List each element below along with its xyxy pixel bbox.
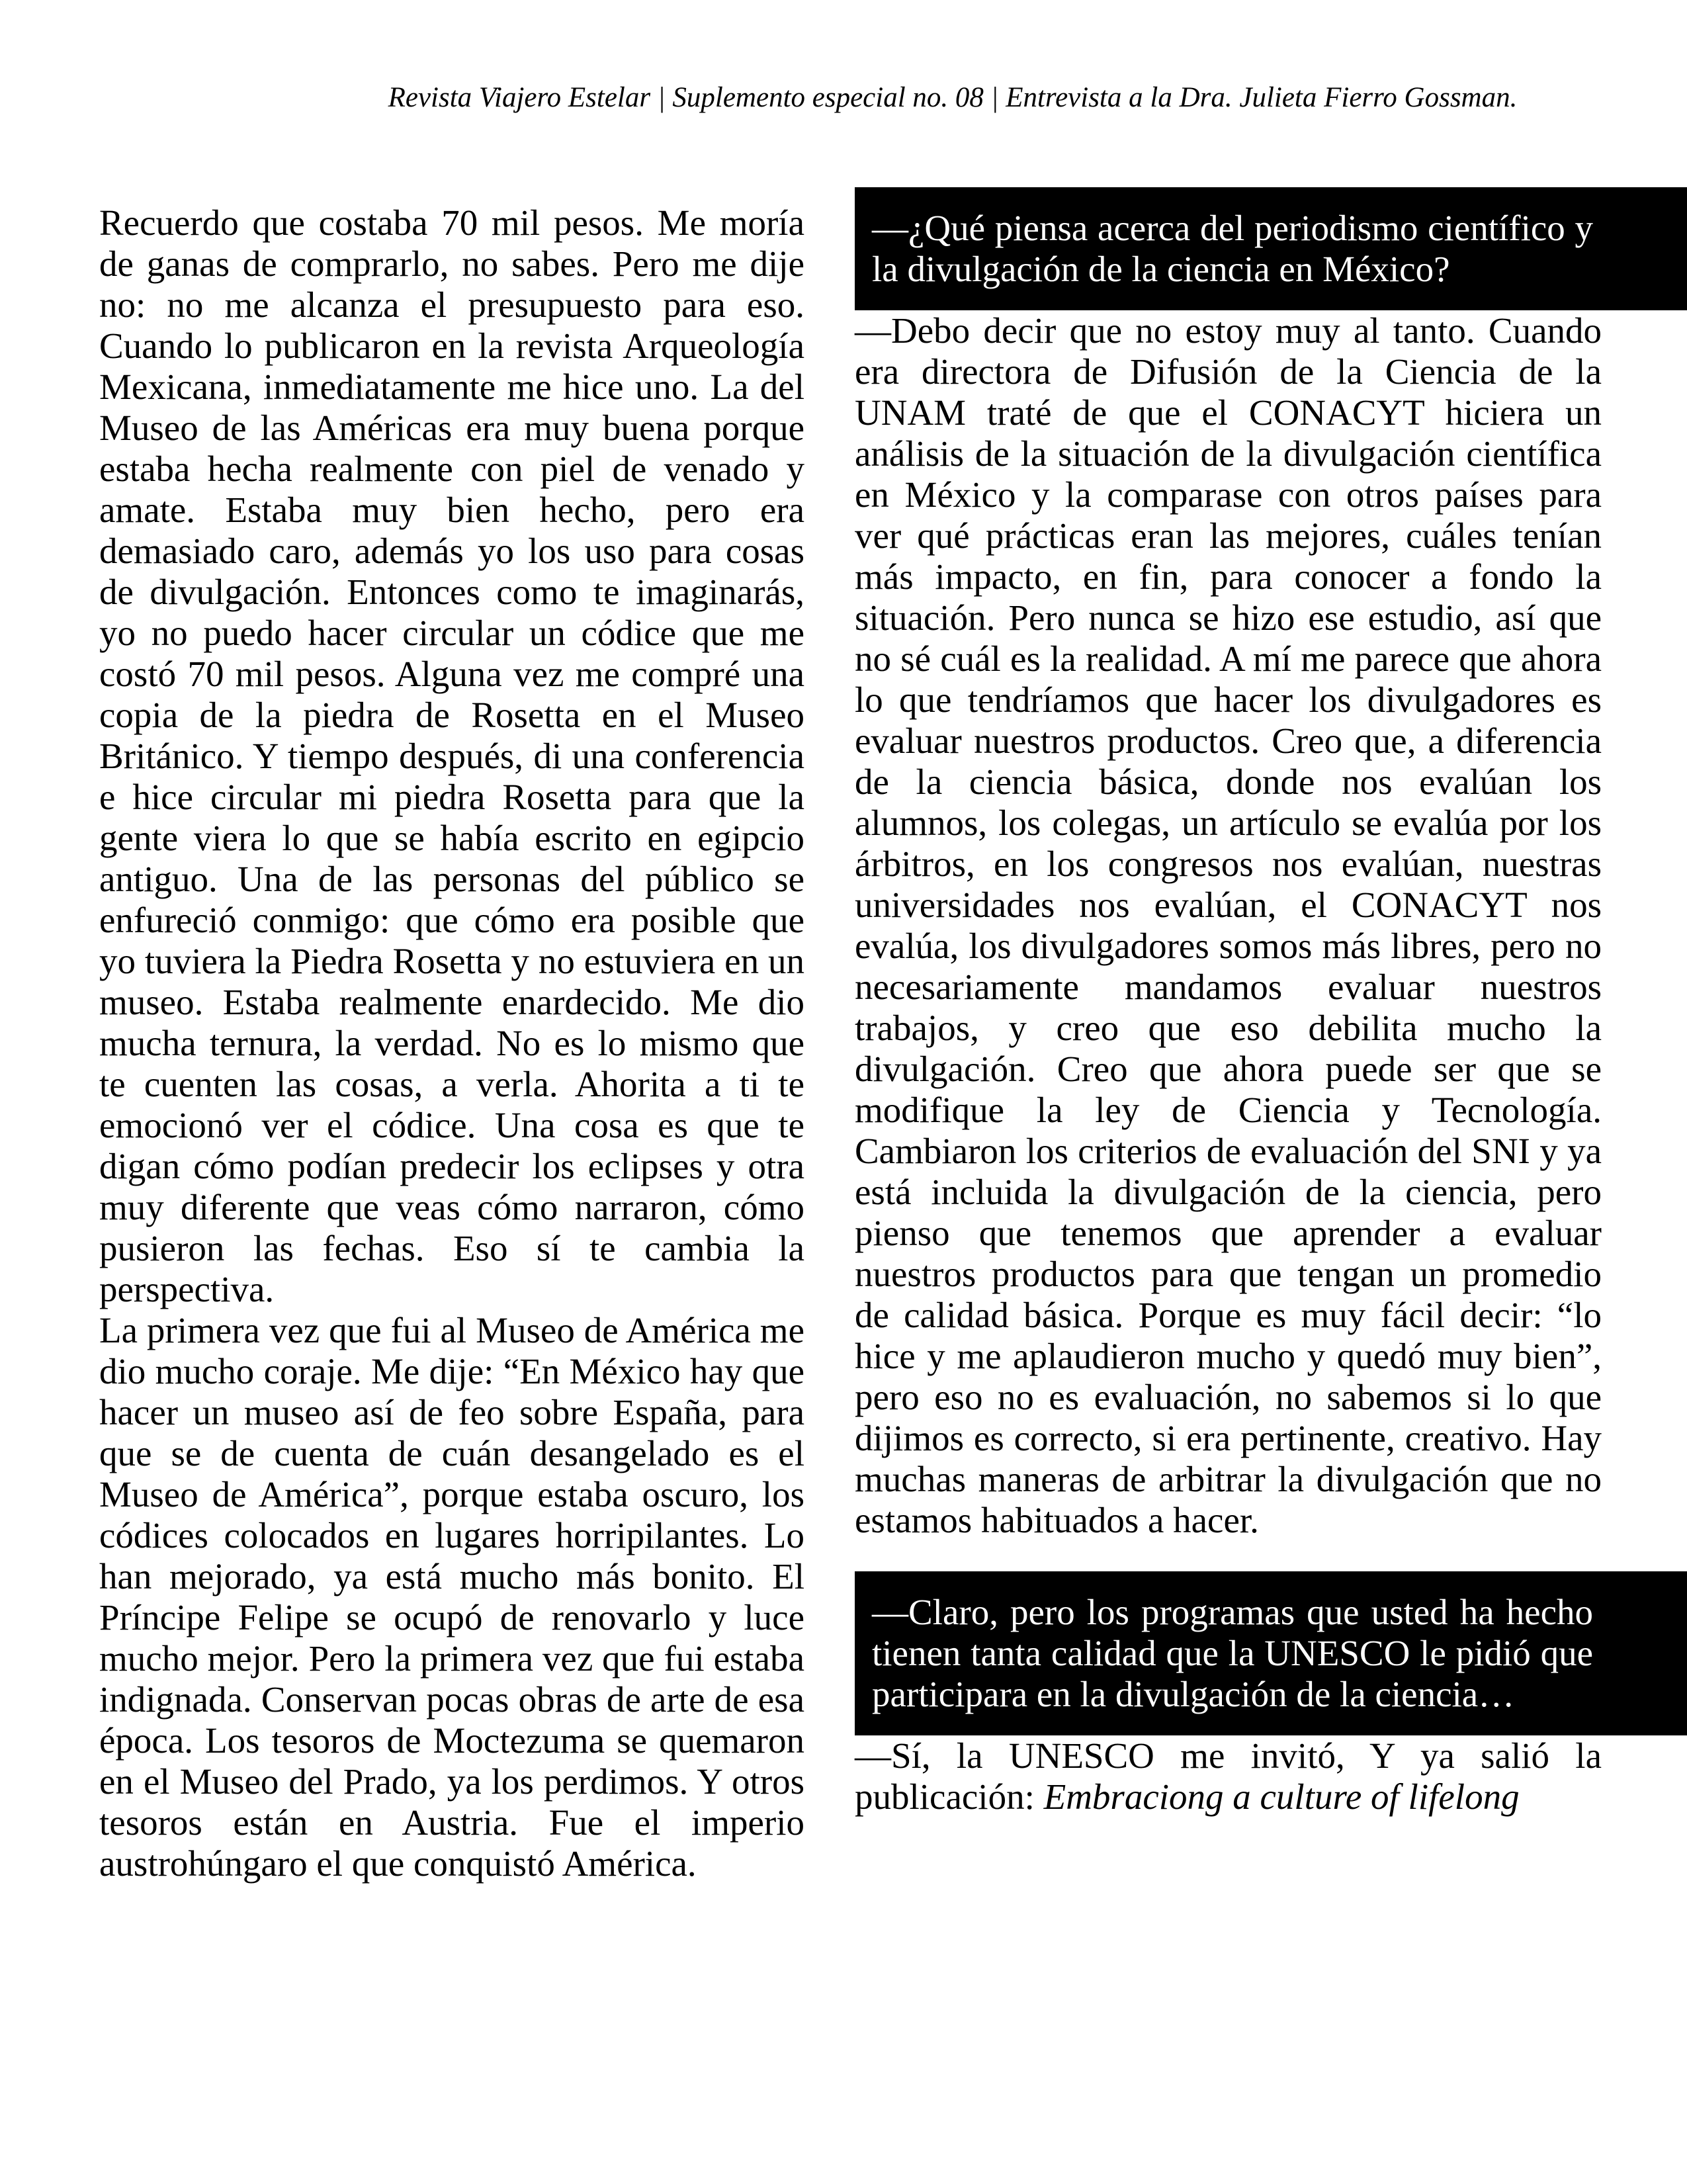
question-1-text: —¿Qué piensa acerca del periodismo científico y la divulgación de la ciencia en México? (872, 208, 1593, 289)
interview-question-block-2 (855, 1571, 1687, 1735)
header-text: Revista Viajero Estelar | Suplemento especial no. 08 | Entrevista a la Dra. Julieta Fierro Gossman. (388, 82, 1518, 113)
answer-2-text: —Sí, la UNESCO me invitó, Y ya salió la publicación: (855, 1735, 1602, 1817)
paragraph-museo-america: La primera vez que fui al Museo de América me dio mucho coraje. Me dije: “En México hay que hacer un museo así de feo sobre España, para que se de cuenta de cuán desangelado es el Museo de América”, porque estaba oscuro, los códices colocados en lugares horripilantes. Lo han mejorado, ya está mucho más bonito. El Príncipe Felipe se ocupó de renovarlo y luce mucho mejor. Pero la primera vez que fui estaba indignada. Conservan pocas obras de arte de esa época. Los tesoros de Moctezuma se quemaron en el Museo del Prado, ya los perdimos. Y otros tesoros están en Austria. Fue el imperio austrohúngaro el que conquistó América. (99, 1310, 804, 1884)
page-header (218, 80, 1687, 116)
left-column (99, 202, 804, 1884)
paragraph-codice: Recuerdo que costaba 70 mil pesos. Me moría de ganas de comprarlo, no sabes. Pero me dije no: no me alcanza el presupuesto para eso. Cuando lo publicaron en la revista Arqueología Mexicana, inmediatamente me hice uno. La del Museo de las Américas era muy buena porque estaba hecha realmente con piel de venado y amate. Estaba muy bien hecho, pero era demasiado caro, además yo los uso para cosas de divulgación. Entonces como te imaginarás, yo no puedo hacer circular un códice que me costó 70 mil pesos. Alguna vez me compré una copia de la piedra de Rosetta en el Museo Británico. Y tiempo después, di una conferencia e hice circular mi piedra Rosetta para que la gente viera lo que se había escrito en egipcio antiguo. Una de las personas del público se enfureció conmigo: que cómo era posible que yo tuviera la Piedra Rosetta y no estuviera en un museo. Estaba realmente enardecido. Me dio mucha ternura, la verdad. No es lo mismo que te cuenten las cosas, a verla. Ahorita a ti te emocionó ver el códice. Una cosa es que te digan cómo podían predecir los eclipses y otra muy diferente que veas cómo narraron, cómo pusieron las fechas. Eso sí te cambia la perspectiva. (99, 202, 804, 1309)
publication-title: Embraciong a culture of lifelong (1043, 1776, 1520, 1817)
answer-paragraph-2 (855, 1735, 1602, 1817)
answer-paragraph-1: —Debo decir que no estoy muy al tanto. Cuando era directora de Difusión de la Ciencia de la UNAM traté de que el CONACYT hiciera un análisis de la situación de la divulgación científica en México y la comparase con otros países para ver qué prácticas eran las mejores, cuáles tenían más impacto, en fin, para conocer a fondo la situación. Pero nunca se hizo ese estudio, así que no sé cuál es la realidad. A mí me parece que ahora lo que tendríamos que hacer los divulgadores es evaluar nuestros productos. Creo que, a diferencia de la ciencia básica, donde nos evalúan los alumnos, los colegas, un artículo se evalúa por los árbitros, en los congresos nos evalúan, nuestras universidades nos evalúan, el CONACYT nos evalúa, los divulgadores somos más libres, pero no necesariamente mandamos evaluar nuestros trabajos, y creo que eso debilita mucho la divulgación. Creo que ahora puede ser que se modifique la ley de Ciencia y Tecnología. Cambiaron los criterios de evaluación del SNI y ya está incluida la divulgación de la ciencia, pero pienso que tenemos que aprender a evaluar nuestros productos para que tengan un promedio de calidad básica. Porque es muy fácil decir: “lo hice y me aplaudieron mucho y quedó muy bien”, pero eso no es evaluación, no sabemos si lo que dijimos es correcto, si era pertinente, creativo. Hay muchas maneras de arbitrar la divulgación que no estamos habituados a hacer. (855, 310, 1602, 1540)
interview-question-block-1 (855, 187, 1687, 310)
question-2-text: —Claro, pero los programas que usted ha hecho tienen tanta calidad que la UNESCO le pidió que participara en la divulgación de la ciencia… (872, 1592, 1593, 1714)
right-column (855, 187, 1687, 1817)
